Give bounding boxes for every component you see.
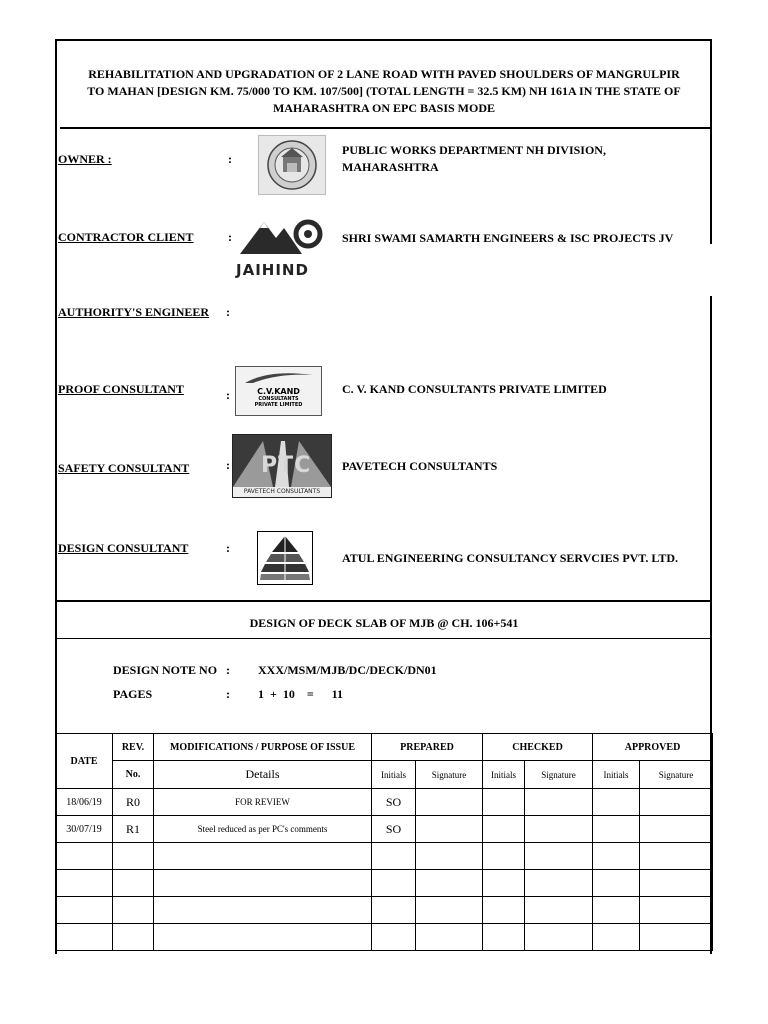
- row-prepared-signature: [416, 789, 483, 816]
- cv-kand-logo-line1: C.V.KAND: [257, 387, 300, 396]
- row-checked-initials: [483, 789, 525, 816]
- row-date: 18/06/19: [56, 789, 113, 816]
- table-row-empty: [56, 870, 713, 897]
- authority-colon: :: [226, 305, 230, 319]
- checked-signature-header: Signature: [525, 761, 593, 789]
- jaihind-logo-text: JAIHIND: [236, 261, 309, 279]
- approved-initials-header: Initials: [593, 761, 640, 789]
- col-prepared-header: PREPARED: [372, 734, 483, 761]
- design-colon: :: [226, 541, 230, 555]
- contractor-label: CONTRACTOR CLIENT: [58, 230, 194, 244]
- col-details-header: Details: [154, 761, 372, 789]
- table-row: [56, 816, 713, 843]
- design-note-colon: :: [226, 663, 230, 677]
- col-approved-header: APPROVED: [593, 734, 713, 761]
- col-modifications-header: MODIFICATIONS / PURPOSE OF ISSUE: [154, 734, 372, 761]
- owner-label: OWNER :: [58, 152, 112, 166]
- proof-colon: :: [226, 388, 230, 402]
- jaihind-logo: [234, 212, 326, 279]
- pages-label: PAGES: [113, 687, 153, 701]
- cv-kand-logo-line3: PRIVATE LIMITED: [254, 402, 303, 408]
- row-checked-initials: [483, 816, 525, 843]
- atul-pyramid-logo: [257, 531, 313, 585]
- row-checked-signature: [525, 789, 593, 816]
- table-row-empty: [56, 897, 713, 924]
- design-label: DESIGN CONSULTANT: [58, 541, 189, 555]
- title-divider: [60, 127, 712, 129]
- ptc-logo-text: PTC: [261, 453, 312, 478]
- project-title-line2: TO MAHAN [DESIGN KM. 75/000 TO KM. 107/500] (TOTAL LENGTH = 32.5 KM) NH 161A IN THE STATE OF: [87, 84, 681, 98]
- col-checked-header: CHECKED: [483, 734, 593, 761]
- approved-signature-header: Signature: [640, 761, 713, 789]
- safety-colon: :: [226, 458, 230, 472]
- owner-value-line2: MAHARASHTRA: [342, 160, 439, 174]
- authority-label: AUTHORITY'S ENGINEER: [58, 305, 210, 319]
- row-details: FOR REVIEW: [154, 789, 372, 816]
- ptc-logo: [232, 434, 332, 498]
- row-prepared-initials: SO: [372, 789, 416, 816]
- col-rev-header: REV.: [113, 734, 154, 761]
- cv-kand-logo-line2: CONSULTANTS: [258, 396, 299, 402]
- row-date: 30/07/19: [56, 816, 113, 843]
- owner-value-line1: PUBLIC WORKS DEPARTMENT NH DIVISION,: [342, 143, 606, 157]
- col-rev-no-header: No.: [113, 761, 154, 789]
- project-title: [60, 66, 708, 117]
- row-approved-signature: [640, 816, 713, 843]
- frame-right-upper: [710, 39, 712, 244]
- subject-divider-top: [55, 600, 712, 602]
- contractor-value: SHRI SWAMI SAMARTH ENGINEERS & ISC PROJECTS JV: [342, 231, 674, 245]
- row-prepared-signature: [416, 816, 483, 843]
- prepared-signature-header: Signature: [416, 761, 483, 789]
- design-note-value: XXX/MSM/MJB/DC/DECK/DN01: [258, 663, 437, 677]
- design-value: ATUL ENGINEERING CONSULTANCY SERVCIES PVT. LTD.: [342, 551, 678, 565]
- row-rev: R1: [113, 816, 154, 843]
- row-checked-signature: [525, 816, 593, 843]
- owner-value: [342, 142, 606, 176]
- row-approved-initials: [593, 789, 640, 816]
- revision-table: [55, 733, 713, 951]
- pages-colon: :: [226, 687, 230, 701]
- owner-seal-logo: [258, 135, 326, 195]
- owner-colon: :: [228, 152, 232, 166]
- pages-value: 1 + 10 = 11: [258, 687, 344, 701]
- cv-kand-logo: [235, 366, 322, 416]
- col-date-header: DATE: [56, 734, 113, 789]
- row-details: Steel reduced as per PC's comments: [154, 816, 372, 843]
- safety-value: PAVETECH CONSULTANTS: [342, 459, 498, 473]
- safety-label: SAFETY CONSULTANT: [58, 461, 190, 475]
- table-row-empty: [56, 843, 713, 870]
- table-header-row: [56, 734, 713, 761]
- row-approved-signature: [640, 789, 713, 816]
- project-title-line1: REHABILITATION AND UPGRADATION OF 2 LANE ROAD WITH PAVED SHOULDERS OF MANGRULPIR: [88, 67, 680, 81]
- row-prepared-initials: SO: [372, 816, 416, 843]
- subject-divider-bottom: [55, 638, 712, 639]
- frame-top: [55, 39, 712, 41]
- table-subheader-row: [56, 761, 713, 789]
- project-title-line3: MAHARASHTRA ON EPC BASIS MODE: [272, 101, 496, 115]
- design-subject: DESIGN OF DECK SLAB OF MJB @ CH. 106+541: [249, 616, 519, 630]
- contractor-colon: :: [228, 230, 232, 244]
- row-approved-initials: [593, 816, 640, 843]
- ptc-logo-caption: PAVETECH CONSULTANTS: [233, 487, 331, 497]
- checked-initials-header: Initials: [483, 761, 525, 789]
- design-note-label: DESIGN NOTE NO: [113, 663, 218, 677]
- proof-value: C. V. KAND CONSULTANTS PRIVATE LIMITED: [342, 382, 607, 396]
- prepared-initials-header: Initials: [372, 761, 416, 789]
- row-rev: R0: [113, 789, 154, 816]
- table-row: [56, 789, 713, 816]
- table-row-empty: [56, 924, 713, 951]
- proof-label: PROOF CONSULTANT: [58, 382, 184, 396]
